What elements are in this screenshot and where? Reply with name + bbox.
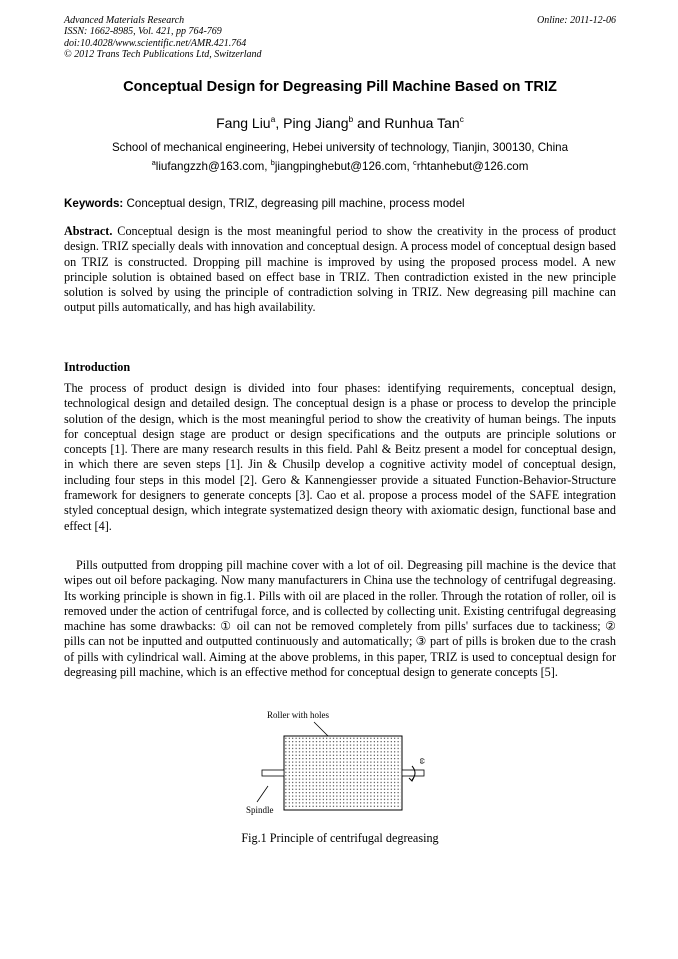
author-separator: , xyxy=(275,115,284,131)
omega-label: ω xyxy=(418,758,428,764)
keywords-label: Keywords: xyxy=(64,197,124,210)
spindle-left xyxy=(262,770,284,776)
section-heading: Introduction xyxy=(64,360,131,374)
author-superscript: b xyxy=(348,114,354,124)
roller-label: Roller with holes xyxy=(267,710,329,720)
author-superscript: c xyxy=(459,114,464,124)
author-separator: and xyxy=(353,115,385,131)
email-address: jiangpinghebut@126.com, xyxy=(274,160,413,173)
author-name: Fang Liu xyxy=(216,115,271,131)
spindle-right xyxy=(402,770,424,776)
copyright-line: © 2012 Trans Tech Publications Ltd, Switzerland xyxy=(64,49,262,61)
keywords xyxy=(64,197,616,210)
email-address: liufangzzh@163.com, xyxy=(155,160,271,173)
abstract-label: Abstract. xyxy=(64,224,113,238)
spindle-leader-line xyxy=(257,786,268,802)
figure-roller-diagram xyxy=(240,706,440,818)
intro-paragraph-1: The process of product design is divided into four phases: identifying requirements, conceptual design, technological design and detailed design. The conceptual design is a phase or process to develop the principle solution of the design, which is the most meaningful period to show the creativity of human beings. The inputs for conceptual design stage are product or design specifications and the outputs are principle solutions or concepts [1]. There are many research results in this field. Pahl & Beitz present a model for conceptual design, in which there are seven steps [1]. Jin & Chusilp develop a cognitive activity model of conceptual design, including four steps in this model [2]. Gero & Kannengiesser provide a situated Function-Behavior-Structure framework for designers to generate concepts [3]. Cao et al. propose a process model of the SAFE integration styled conceptual design, which integrate systematized design theory with axiomatic design, functional base and effect [4]. xyxy=(64,381,616,533)
paper-title: Conceptual Design for Degreasing Pill Machine Based on TRIZ xyxy=(123,79,557,95)
online-date: Online: 2011-12-06 xyxy=(537,15,616,26)
author-list xyxy=(64,115,616,131)
abstract-text: Conceptual design is the most meaningful period to show the creativity in the process of product design. TRIZ specially deals with innovation and conceptual design. A process model of conceptual design based on TRIZ is constructed. Dropping pill machine is improved by using the proposed process model. A new principle solution is obtained based on effect base in TRIZ. Then contradiction existed in the new principle solution is solved by using the principle of contradiction solving in TRIZ. New degreasing pill machine can output pills automatically, and has high availability. xyxy=(64,224,616,315)
journal-header xyxy=(64,15,616,61)
author-name: Runhua Tan xyxy=(384,115,460,131)
doi-line: doi:10.4028/www.scientific.net/AMR.421.764 xyxy=(64,37,247,49)
roller-holes xyxy=(285,737,401,809)
email-superscript: b xyxy=(270,158,275,167)
journal-name: Advanced Materials Research xyxy=(64,15,185,26)
author-emails xyxy=(64,160,616,173)
figure-caption: Fig.1 Principle of centrifugal degreasing xyxy=(241,831,439,845)
issn-line: ISSN: 1662-8985, Vol. 421, pp 764-769 xyxy=(64,26,222,38)
email-superscript: a xyxy=(151,158,156,167)
email-address: rhtanhebut@126.com xyxy=(416,160,529,173)
keywords-text: Conceptual design, TRIZ, degreasing pill machine, process model xyxy=(123,197,465,210)
author-superscript: a xyxy=(270,114,276,124)
author-name: Ping Jiang xyxy=(283,115,349,131)
email-superscript: c xyxy=(412,158,417,167)
intro-paragraph-2: Pills outputted from dropping pill machine cover with a lot of oil. Degreasing pill machine is the device that wipes out oil before packaging. Now many manufacturers in China use the technology of centrifugal degreasing. Its working principle is shown in fig.1. Pills with oil are placed in the roller. Through the rotation of roller, oil is removed under the action of centrifugal force, and is collected by collecting unit. Existing centrifugal degreasing machine has some drawbacks: ① oil can not be removed completely from pills' surfaces due to tackiness; ② pills can not be inputted and outputted continuously and automatically; ③ part of pills is broken due to the crash of pills with cylindrical wall. Aiming at the above problems, in this paper, TRIZ is used to conceptual design for degreasing pill machine, which is an effective method for conceptual design to generate concepts [5]. xyxy=(64,558,616,680)
spindle-label: Spindle xyxy=(246,805,274,815)
affiliation: School of mechanical engineering, Hebei university of technology, Tianjin, 300130, China xyxy=(111,141,569,154)
rotation-arrow-head xyxy=(409,777,414,781)
abstract xyxy=(64,224,616,316)
